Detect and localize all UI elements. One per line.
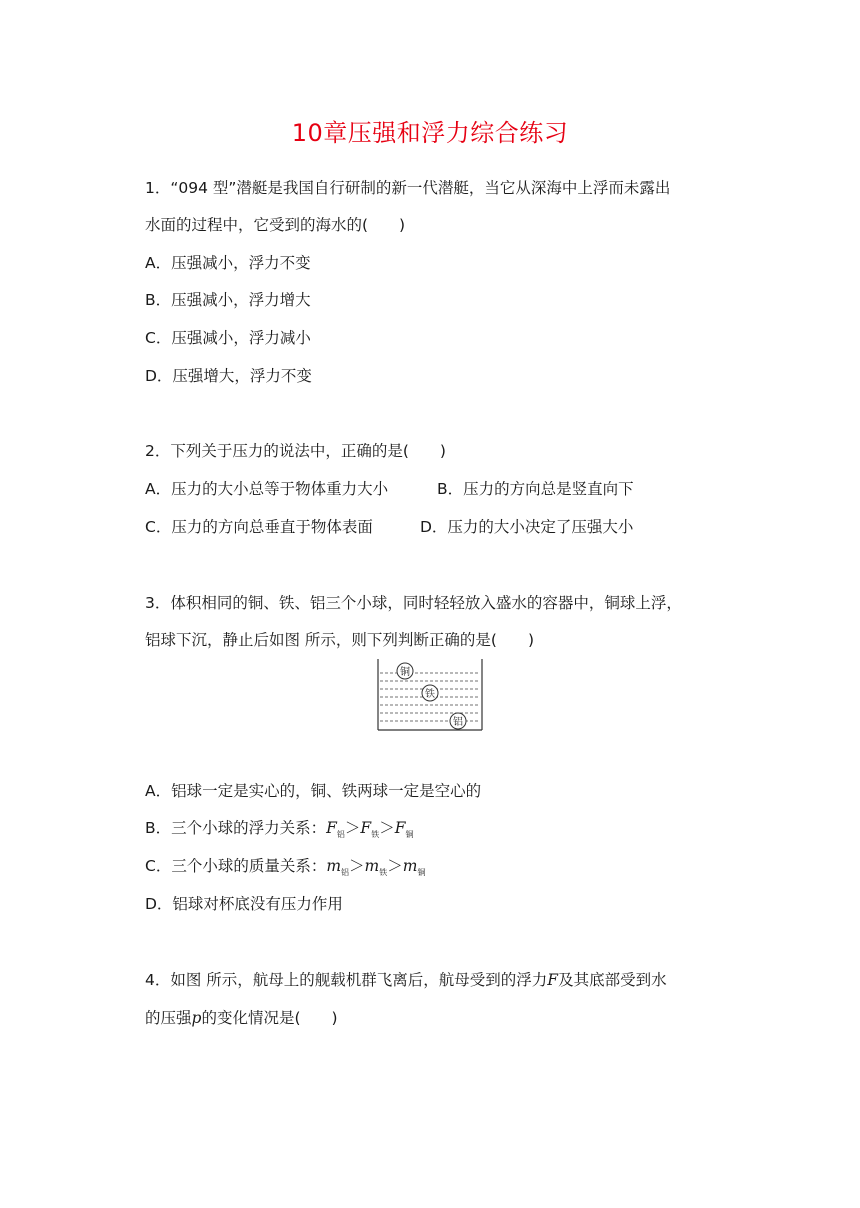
q2-option-a: A．压力的大小总等于物体重力大小 xyxy=(145,480,389,498)
q2-option-c: C．压力的方向总垂直于物体表面 xyxy=(145,518,373,536)
q3-option-c-var2: m xyxy=(364,857,380,875)
q3-option-b-var3: F xyxy=(394,819,406,837)
q2-option-d: D．压力的大小决定了压强大小 xyxy=(420,518,634,536)
q3-option-c-sub3: 铜 xyxy=(417,868,426,877)
q1-option-d: D．压强增大，浮力不变 xyxy=(145,367,312,385)
q1-option-a: A．压强减小，浮力不变 xyxy=(145,254,311,272)
q4-stem-line1 xyxy=(145,969,667,991)
copper-ball xyxy=(397,663,413,679)
q3-option-d: D．铝球对杯底没有压力作用 xyxy=(145,895,343,913)
q3-option-c-sub2: 铁 xyxy=(379,868,388,877)
q3-option-c xyxy=(145,855,425,884)
q3-stem-line1: 3．体积相同的铜、铁、铝三个小球，同时轻轻放入盛水的容器中，铜球上浮， xyxy=(145,594,682,612)
copper-ball-label: 铜 xyxy=(400,667,410,678)
q1-stem-line2: 水面的过程中，它受到的海水的( ) xyxy=(145,216,406,234)
q3-option-c-sub1: 铝 xyxy=(341,868,350,877)
q3-option-c-prefix: C．三个小球的质量关系： xyxy=(145,857,327,875)
q3-option-b-var1: F xyxy=(326,819,337,837)
q4-var-f: F xyxy=(547,971,559,989)
iron-ball-label: 铁 xyxy=(425,689,435,700)
q4-stem-line1-b: 及其底部受到水 xyxy=(558,971,667,989)
q3-option-b-var2: F xyxy=(360,819,372,837)
q3-option-b-sub3: 铜 xyxy=(405,830,414,839)
q3-option-a: A．铝球一定是实心的，铜、铁两球一定是空心的 xyxy=(145,782,482,800)
aluminum-ball-label: 铝 xyxy=(453,717,463,728)
q3-option-b-sub1: 铝 xyxy=(336,830,345,839)
q3-option-b-sub2: 铁 xyxy=(371,830,380,839)
q3-option-b-op1: ＞ xyxy=(344,819,361,837)
q3-option-c-var3: m xyxy=(402,857,418,875)
document-title: 10章压强和浮力综合练习 xyxy=(291,119,569,147)
aluminum-ball xyxy=(450,713,466,729)
q3-stem-line2: 铝球下沉，静止后如图 所示，则下列判断正确的是( ) xyxy=(145,631,535,649)
q1-option-c: C．压强减小，浮力减小 xyxy=(145,329,311,347)
q3-option-b-prefix: B．三个小球的浮力关系： xyxy=(145,819,327,837)
q4-stem-line1-a: 4．如图 所示，航母上的舰载机群飞离后，航母受到的浮力 xyxy=(145,971,548,989)
container-figure xyxy=(374,657,486,732)
q3-option-b xyxy=(145,817,413,846)
q2-option-b: B．压力的方向总是竖直向下 xyxy=(437,480,634,498)
q4-stem-line2-b: 的变化情况是( ) xyxy=(201,1009,338,1027)
iron-ball xyxy=(422,685,438,701)
q4-stem-line2 xyxy=(145,1007,338,1029)
q3-option-c-op1: ＞ xyxy=(349,857,365,875)
q1-stem-line1: 1．“094 型”潜艇是我国自行研制的新一代潜艇，当它从深海中上浮而未露出 xyxy=(145,179,671,197)
q2-stem: 2．下列关于压力的说法中，正确的是( ) xyxy=(145,442,446,460)
q3-option-b-op2: ＞ xyxy=(379,819,395,837)
q3-option-c-var1: m xyxy=(326,857,342,875)
q1-option-b: B．压强减小，浮力增大 xyxy=(145,291,311,309)
q4-var-p: p xyxy=(191,1009,202,1027)
q3-option-c-op2: ＞ xyxy=(387,857,403,875)
q4-stem-line2-a: 的压强 xyxy=(145,1009,192,1027)
